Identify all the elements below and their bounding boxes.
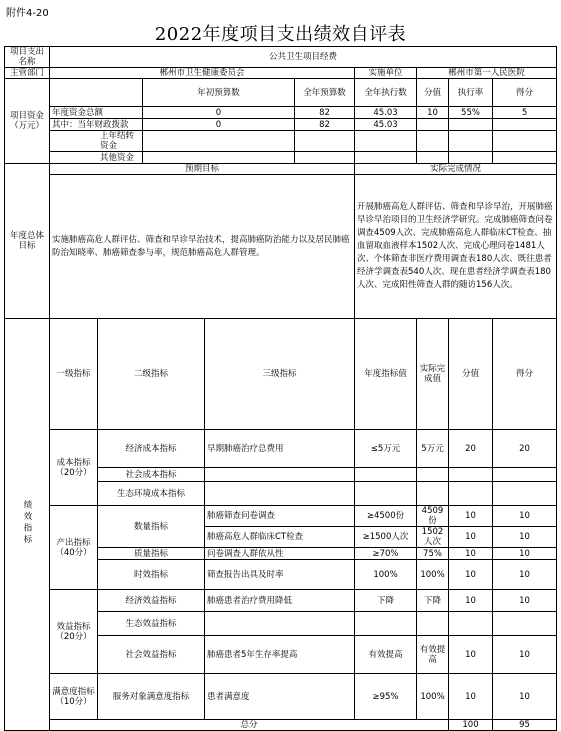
self-evaluation-table — [4, 46, 557, 731]
table-row: 产出指标（40分） 数量指标 肺癌筛查问卷调查 ≥4500份 4509份 10 10 — [5, 506, 557, 527]
header-l3: 三级指标 — [205, 319, 355, 430]
page-title: 2022年度项目支出绩效自评表 — [154, 24, 407, 45]
satisfaction-l2-label: 服务对象满意度指标 — [98, 674, 205, 720]
actual-goal-text: 开展肺癌高危人群评估、筛查和早诊早治，开展肺癌早诊早治项目的卫生经济学研究。完成肺癌筛查问卷调查4509人次、完成肺癌高危人群临床CT检查、抽血留取血液样本1502人次、完成心理问卷1481人次、个体筛查非医疗费用调查表180人次、既往患者经济学调查表540人次、现在患者经济学调查表180人次、完成阳性筛查人群的随访156人次。 — [355, 175, 557, 319]
funds-label: 项目资金（万元） — [5, 79, 50, 164]
goals-label: 年度总体目标 — [5, 164, 50, 319]
table-row: 年度资金总额 0 82 45.03 10 55% 5 — [5, 107, 557, 119]
benefit-econ-label: 经济效益指标 — [98, 590, 205, 612]
table-row: 社会效益指标 肺癌患者5年生存率提高 有效提高 有效提高 10 10 — [5, 636, 557, 674]
unit-label: 实施单位 — [355, 68, 417, 79]
funds-header-weight: 分值 — [417, 79, 449, 107]
cost-indicator-label: 成本指标（20分） — [50, 430, 98, 506]
total-label: 总分 — [50, 720, 449, 731]
table-row: 满意度指标（10分） 服务对象满意度指标 患者满意度 ≥95% 100% 10 10 — [5, 674, 557, 720]
benefit-indicator-label: 效益指标（20分） — [50, 590, 98, 674]
benefit-social-label: 社会效益指标 — [98, 636, 205, 674]
satisfaction-indicator-label: 满意度指标（10分） — [50, 674, 98, 720]
quantity-indicator-label: 数量指标 — [98, 506, 205, 548]
total-score: 95 — [493, 720, 557, 731]
header-target: 年度指标值 — [355, 319, 417, 430]
total-row — [5, 720, 557, 731]
funds-header-score: 得分 — [493, 79, 557, 107]
table-row: 效益指标（20分） 经济效益指标 肺癌患者治疗费用降低 下降 下降 10 10 — [5, 590, 557, 612]
output-indicator-label: 产出指标（40分） — [50, 506, 98, 590]
table-row: 上年结转资金 — [5, 131, 557, 152]
expected-goal-header: 预期目标 — [50, 164, 355, 175]
table-row: 其他资金 — [5, 152, 557, 164]
header-score: 得分 — [493, 319, 557, 430]
total-weight: 100 — [449, 720, 493, 731]
header-weight: 分值 — [449, 319, 493, 430]
cost-econ-label: 经济成本指标 — [98, 430, 205, 468]
dept-label: 主管部门 — [5, 68, 50, 79]
table-row: 其中：当年财政拨款 0 82 45.03 — [5, 119, 557, 131]
actual-goal-header: 实际完成情况 — [355, 164, 557, 175]
dept-value: 郴州市卫生健康委员会 — [50, 68, 355, 79]
timeliness-indicator-label: 时效指标 — [98, 560, 205, 590]
cost-eco-label: 生态环境成本指标 — [98, 482, 205, 506]
attachment-label: 附件4-20 — [6, 8, 49, 19]
table-row: 时效指标 筛查报告出具及时率 100% 100% 10 10 — [5, 560, 557, 590]
unit-value: 郴州市第一人民医院 — [417, 68, 557, 79]
benefit-eco-label: 生态效益指标 — [98, 612, 205, 636]
funds-header-initial: 年初预算数 — [143, 79, 295, 107]
table-row: 成本指标（20分） 经济成本指标 早期肺癌治疗总费用 ≤5万元 5万元 20 20 — [5, 430, 557, 468]
header-actual: 实际完成值 — [417, 319, 449, 430]
table-row: 质量指标 问卷调查人群依从性 ≥70% 75% 10 10 — [5, 548, 557, 560]
project-name-label: 项目支出名称 — [5, 47, 50, 68]
expected-goal-text: 实施肺癌高危人群评估、筛查和早诊早治技术，提高肺癌防治能力以及居民肺癌防治知晓率、肺癌筛查参与率，规范肺癌高危人群管理。 — [50, 175, 355, 319]
header-l2: 二级指标 — [98, 319, 205, 430]
funds-header-rate: 执行率 — [449, 79, 493, 107]
project-name-value: 公共卫生项目经费 — [50, 47, 557, 68]
perf-section-label: 绩效指标 — [5, 319, 50, 731]
funds-header-executed: 全年执行数 — [355, 79, 417, 107]
cost-social-label: 社会成本指标 — [98, 468, 205, 482]
funds-header-annual: 全年预算数 — [295, 79, 355, 107]
quality-indicator-label: 质量指标 — [98, 548, 205, 560]
table-row: 肺癌高危人群临床CT检查 ≥1500人次 1502人次 10 10 — [5, 527, 557, 548]
header-l1: 一级指标 — [50, 319, 98, 430]
